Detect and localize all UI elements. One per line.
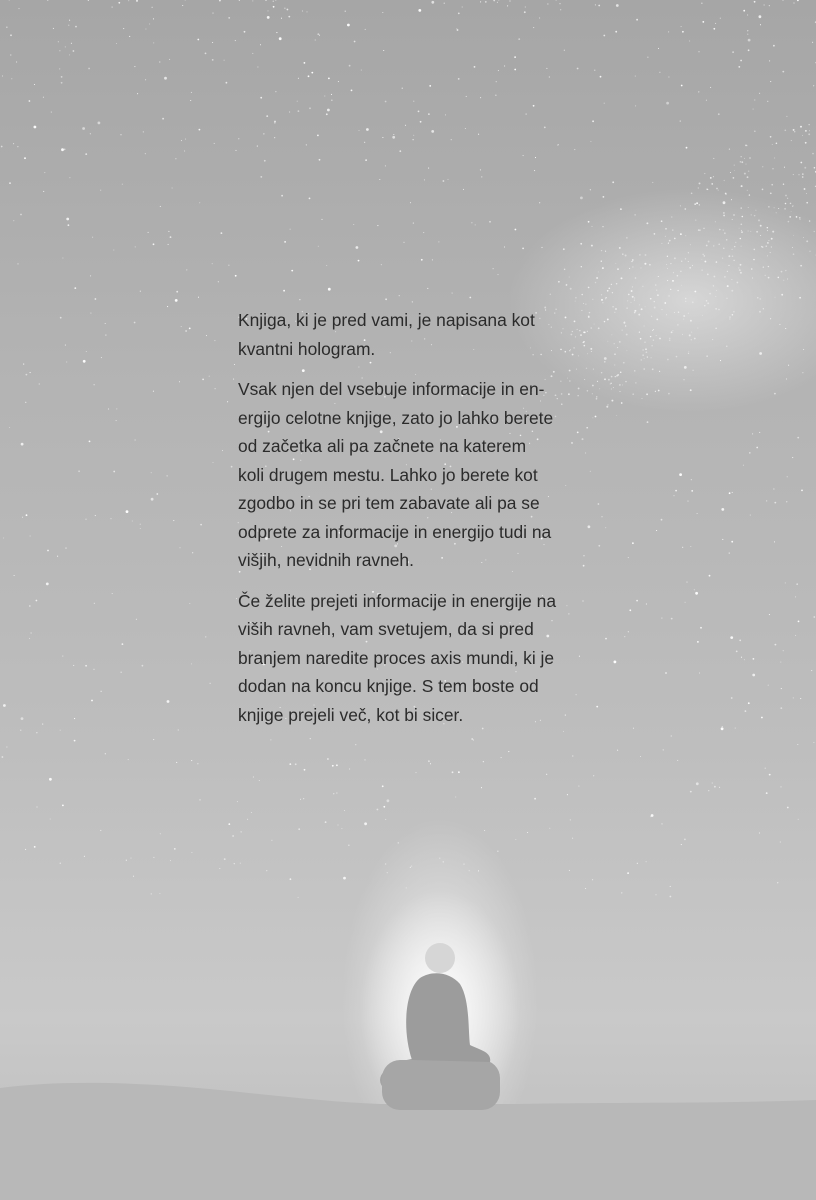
intro-paragraph: Če želite prejeti informacije in energije na viših ravneh, vam svetujem, da si pred branjem naredite proces axis mundi, ki je dodan na koncu knjige. S tem boste od knjige prejeli več, kot bi sicer. (238, 590, 557, 725)
intro-paragraph: Knjiga, ki je pred vami, je napisana kot kvantni hologram. (238, 310, 535, 359)
intro-paragraph: Vsak njen del vsebuje informacije in en- ergijo celotne knjige, zato jo lahko berete od začetka ali pa začnete na katerem koli drugem mestu. Lahko jo berete kot zgodbo in se pri tem zabavate ali pa se odprete za informacije in energijo tudi na višjih, nevidnih ravneh. (238, 379, 554, 570)
book-intro-text (238, 306, 618, 741)
